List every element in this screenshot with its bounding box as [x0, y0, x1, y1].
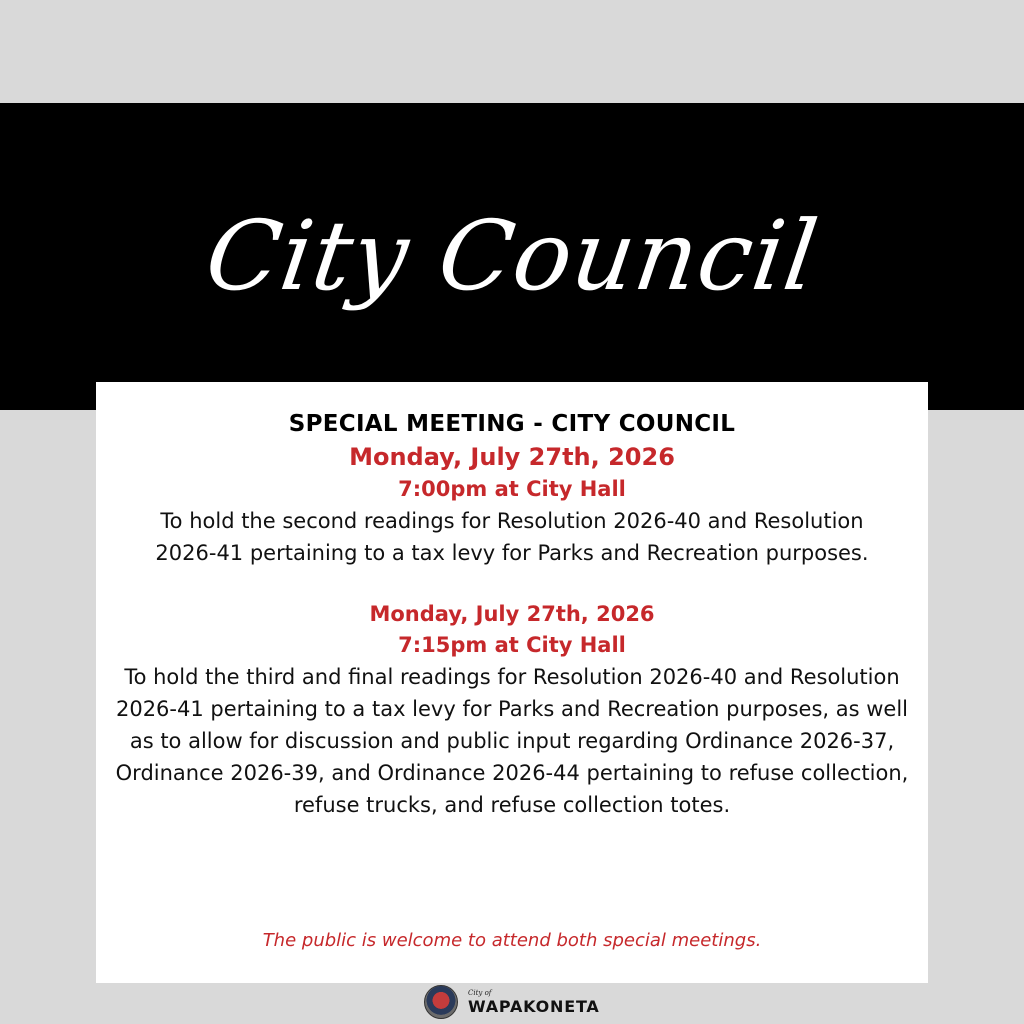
top-background [0, 0, 1024, 103]
city-logo [424, 983, 600, 1021]
city-seal-icon [424, 985, 458, 1019]
meeting1-time: 7:00pm at City Hall [398, 477, 626, 501]
spacer [96, 569, 928, 599]
announcement-card [96, 382, 928, 983]
meeting2-description: To hold the third and final readings for Resolution 2026-40 and Resolution 2026-41 pertaining to a tax levy for Parks and Recreation purposes, as well as to allow for discussion and public input regarding Ordinance 2026-37, Ordinance 2026-39, and Ordinance 2026-44 pertaining to refuse collection, refuse trucks, and refuse collection totes. [115, 665, 909, 817]
page-title: City Council [199, 200, 825, 312]
meeting2-date: Monday, July 27th, 2026 [369, 602, 655, 626]
logo-city-name: WAPAKONETA [468, 996, 600, 1016]
announcement-heading: SPECIAL MEETING - CITY COUNCIL [288, 411, 736, 437]
logo-text [468, 990, 600, 1015]
meeting1-description: To hold the second readings for Resolution 2026-40 and Resolution 2026-41 pertaining to a tax levy for Parks and Recreation purposes. [155, 509, 869, 565]
logo-city-of: City of [468, 988, 492, 997]
meeting1-date: Monday, July 27th, 2026 [349, 443, 675, 471]
meeting2-time: 7:15pm at City Hall [398, 633, 626, 657]
public-welcome-note: The public is welcome to attend both special meetings. [262, 930, 762, 951]
